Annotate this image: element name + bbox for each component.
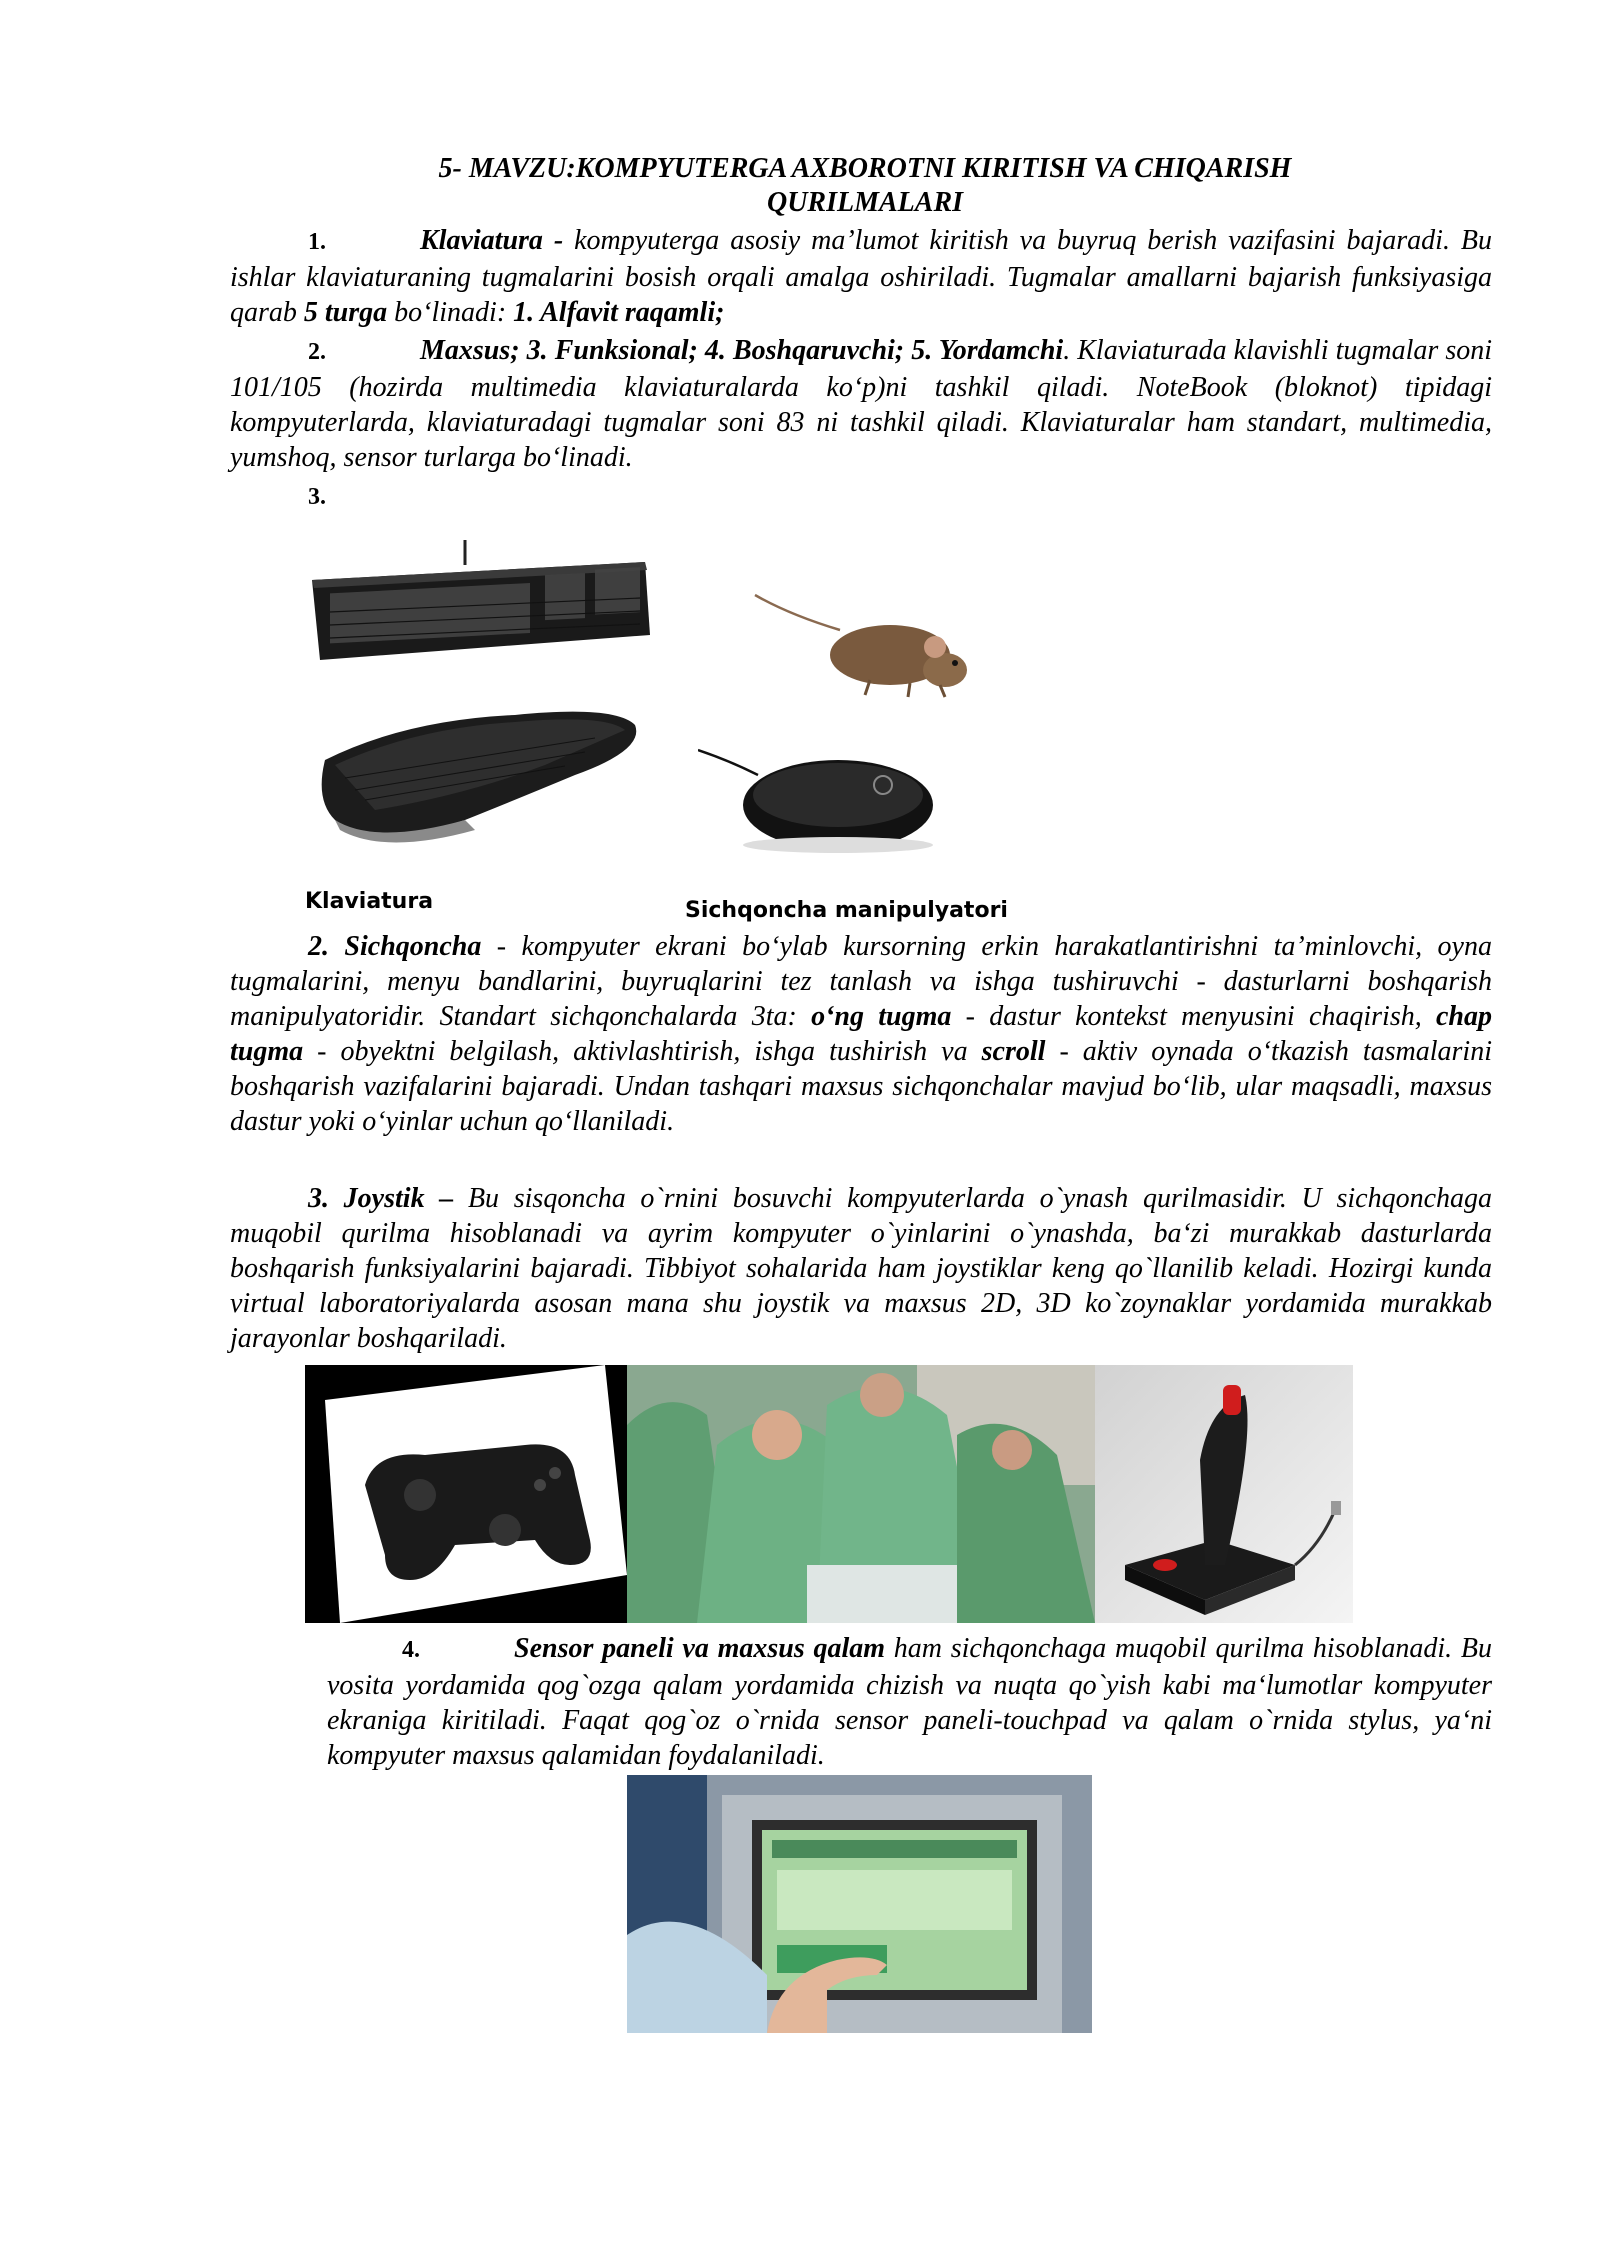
term-sensor: Sensor paneli va maxsus qalam: [514, 1633, 886, 1664]
paragraph-text: - kompyuter ekrani bo‘ylab kursorning erkin harakatlantirishni ta’minlovchi, oyna tugmalarini, menyu bandlarini, buyruqlarini tez tanlash va ishga tushiruvchi - dasturlarni boshqarish manipulyatoridir. Standart sichqonchalarda 3ta:: [230, 931, 1492, 1032]
paragraph-text: Bu sisqoncha o`rnini bosuvchi kompyuterlarda o`ynash qurilmasidir. U sichqonchaga muqobil qurilma hisoblanadi va ayrim kompyuter o`yinlarini o`ynashda, ba‘zi murakkab dasturlarda boshqarish funksiyalarini bajaradi. Tibbiyot sohalarida ham joystiklar keng qo`llanilib keladi. Hozirgi kunda virtual laboratoriyalarda asosan mana shu joystik va maxsus 2D, 3D ko`zoynaklar yordamida murakkab jarayonlar boshqariladi.: [230, 1183, 1492, 1354]
paragraph-text: . Klaviaturada klavishli tugmalar soni 101/105 (hozirda multimedia klaviaturalarda ko‘p)ni tashkil qiladi. NoteBook (bloknot) tipidagi kompyuterlarda, klaviaturadagi tugmalar soni 83 ni tashkil qiladi. Klaviaturalar ham standart, multimedia, yumshoq, sensor turlarga bo‘linadi.: [230, 335, 1492, 473]
bold-text: 1. Alfavit raqamli;: [513, 297, 725, 328]
paragraph-joystick: [230, 1181, 1492, 1356]
paragraph-text: bo‘linadi:: [387, 297, 514, 328]
list-number: 3.: [308, 484, 326, 510]
page-title: [230, 152, 1500, 220]
term-sichqoncha: 2. Sichqoncha: [308, 931, 482, 962]
caption-mouse: Sichqoncha manipulyatori: [685, 898, 1008, 923]
paragraph-text: - dastur kontekst menyusini chaqirish,: [951, 1001, 1436, 1032]
bold-text: 5 turga: [303, 297, 388, 328]
keyboard-image: [300, 540, 655, 690]
list-number: 4.: [402, 1637, 420, 1663]
bold-text: chap tugma: [230, 1001, 1492, 1067]
medical-joystick-use-image: [627, 1365, 1095, 1623]
bold-text: o‘ng tugma: [811, 1001, 952, 1032]
paragraph-mouse: [230, 929, 1492, 1139]
list-number: 2.: [308, 339, 326, 365]
paragraph-text: - aktiv oynada o‘tkazish tasmalarini boshqarish vazifalarini bajaradi. Undan tashqari maxsus sichqonchalar mavjud bo‘lib, ular maqsadli, maxsus dastur yoki o‘yinlar uchun qo‘llaniladi.: [230, 1036, 1492, 1137]
paragraph-text: kompyuterga asosiy ma’lumot kiritish va buyruq berish vazifasini bajaradi. Bu ishlar klaviaturaning tugmalarini bosish orqali amalga oshiriladi. Tugmalar amallarni bajarish funksiyasiga qarab: [230, 225, 1492, 328]
gamepad-image: [305, 1365, 627, 1623]
computer-mouse-image: [698, 740, 948, 855]
paragraph-text: ham sichqonchaga muqobil qurilma hisoblanadi. Bu vosita yordamida qog`ozga qalam yordamida chizish va nuqta qo`yish kabi ma‘lumotlar kompyuter ekraniga kiritiladi. Faqat qog`oz o`rnida sensor paneli-touchpad va qalam o`rnida stylus, ya‘ni kompyuter maxsus qalamidan foydalaniladi.: [327, 1633, 1492, 1771]
term-joystik: 3. Joystik –: [308, 1183, 454, 1214]
paragraph-sensor: [327, 1631, 1492, 1773]
list-item-3: [230, 478, 1492, 515]
title-line-1: 5- MAVZU:KOMPYUTERGA AXBOROTNI KIRITISH VA CHIQARISH: [438, 153, 1292, 184]
ergonomic-keyboard-image: [315, 690, 640, 850]
term-klaviatura: Klaviatura -: [420, 225, 564, 256]
title-line-2: QURILMALARI: [766, 187, 964, 218]
paragraph-key-types: [230, 333, 1492, 475]
bold-text: scroll: [981, 1036, 1046, 1067]
caption-keyboard: Klaviatura: [305, 889, 434, 914]
paragraph-keyboard: [230, 223, 1492, 330]
touchscreen-panel-image: [627, 1775, 1092, 2033]
bold-text: Maxsus; 3. Funksional; 4. Boshqaruvchi; 5. Yordamchi: [420, 335, 1064, 366]
mouse-animal-image: [750, 585, 975, 705]
list-number: 1.: [308, 229, 326, 255]
joystick-image: [1095, 1365, 1353, 1623]
paragraph-text: - obyektni belgilash, aktivlashtirish, ishga tushirish va: [303, 1036, 982, 1067]
